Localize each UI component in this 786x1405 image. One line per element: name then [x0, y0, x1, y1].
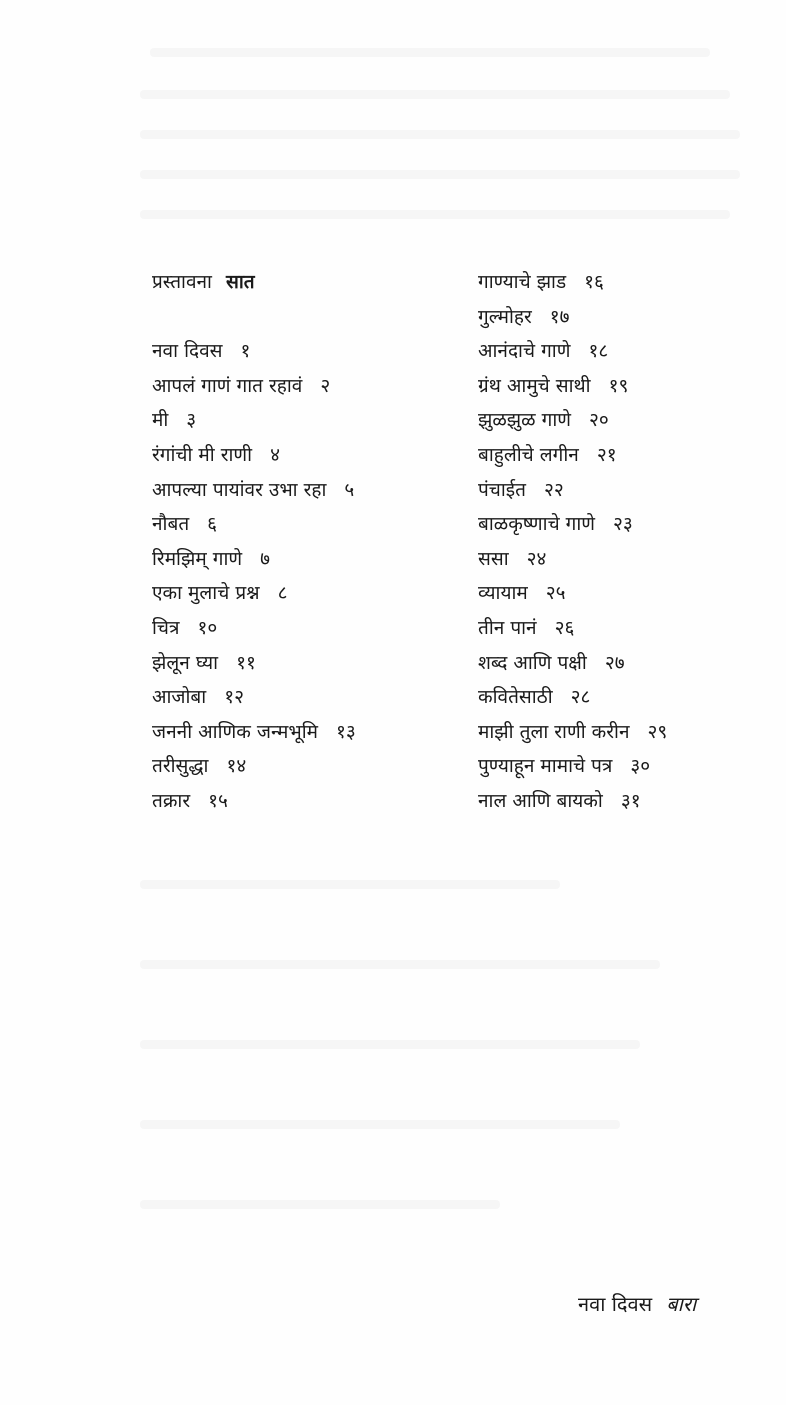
toc-entry-page: १५ [208, 789, 228, 812]
toc-entry[interactable] [152, 611, 452, 646]
toc-entry-title: तक्रार [152, 789, 191, 812]
toc-entry-preface[interactable] [152, 265, 452, 300]
toc-entry-page: ४ [270, 443, 280, 466]
toc-entry[interactable] [478, 784, 768, 819]
toc-entry[interactable] [478, 300, 768, 335]
toc-entry[interactable] [152, 403, 452, 438]
toc-entry-page: २१ [596, 443, 617, 466]
toc-entry[interactable] [152, 749, 452, 784]
toc-spacer [152, 300, 452, 335]
toc-left-column [152, 265, 452, 819]
toc-entry-page: ३१ [620, 789, 641, 812]
bleed-through-line [140, 1200, 500, 1209]
toc-entry-title: ससा [478, 547, 509, 570]
toc-entry-page: ७ [260, 547, 270, 570]
toc-entry[interactable] [478, 749, 768, 784]
toc-entry-page: १० [197, 616, 218, 639]
toc-entry-page: सात [225, 271, 255, 293]
running-title: नवा दिवस [578, 1292, 653, 1316]
toc-entry[interactable] [152, 473, 452, 508]
toc-entry-page: १९ [608, 374, 629, 397]
toc-entry-page: १८ [588, 340, 609, 363]
toc-entry-page: २२ [543, 478, 564, 501]
toc-entry-title: आनंदाचे गाणे [478, 340, 571, 363]
toc-entry-title: आपलं गाणं गात रहावं [152, 374, 303, 397]
page-footer [578, 1290, 696, 1317]
toc-entry-title: तरीसुद्धा [152, 755, 209, 778]
toc-entry[interactable] [478, 715, 768, 750]
toc-entry[interactable] [152, 542, 452, 577]
toc-entry-page: १४ [226, 755, 247, 778]
toc-right-column [478, 265, 768, 819]
toc-entry[interactable] [478, 542, 768, 577]
toc-entry-page: २८ [570, 686, 591, 709]
bleed-through-line [140, 210, 730, 219]
bleed-through-line [140, 90, 730, 99]
toc-entry-title: गुल्मोहर [478, 305, 532, 328]
toc-entry-title: माझी तुला राणी करीन [478, 720, 630, 743]
toc-entry[interactable] [152, 507, 452, 542]
toc-entry[interactable] [152, 334, 452, 369]
toc-entry[interactable] [152, 680, 452, 715]
toc-entry[interactable] [478, 334, 768, 369]
toc-entry-page: १ [240, 340, 251, 363]
toc-entry-title: व्यायाम [478, 582, 528, 605]
toc-entry-title: आपल्या पायांवर उभा रहा [152, 478, 327, 501]
toc-entry-page: १६ [584, 271, 604, 293]
bleed-through-line [140, 960, 660, 969]
toc-entry-page: ८ [277, 582, 288, 605]
toc-entry[interactable] [478, 576, 768, 611]
toc-entry-title: नौबत [152, 513, 190, 536]
toc-entry[interactable] [478, 438, 768, 473]
toc-entry[interactable] [478, 680, 768, 715]
toc-entry-title: तीन पानं [478, 616, 537, 639]
toc-entry[interactable] [478, 507, 768, 542]
bleed-through-line [140, 880, 560, 889]
page-folio: बारा [666, 1292, 697, 1316]
toc-entry-page: २३ [613, 513, 633, 536]
toc-entry-page: ११ [236, 651, 256, 674]
toc-entry-title: झुळझुळ गाणे [478, 409, 572, 432]
toc-entry[interactable] [478, 473, 768, 508]
toc-entry-title: कवितेसाठी [478, 686, 553, 709]
toc-entry-title: शब्द आणि पक्षी [478, 651, 587, 674]
toc-entry[interactable] [152, 784, 452, 819]
toc-entry-title: नाल आणि बायको [478, 789, 603, 812]
toc-entry[interactable] [478, 646, 768, 681]
toc-entry-title: बाळकृष्णाचे गाणे [478, 513, 596, 536]
toc-entry-title: जननी आणिक जन्मभूमि [152, 720, 318, 743]
toc-entry-title: मी [152, 409, 169, 432]
toc-entry-page: २५ [545, 582, 566, 605]
toc-entry-page: १२ [224, 686, 244, 709]
toc-entry-page: ३० [630, 755, 651, 778]
toc-entry[interactable] [152, 369, 452, 404]
toc-entry[interactable] [478, 611, 768, 646]
toc-entry-page: २६ [554, 616, 575, 639]
toc-entry-page: २९ [647, 720, 668, 743]
toc-entry-page: ६ [207, 513, 218, 536]
bleed-through-line [140, 1040, 640, 1049]
toc-entry[interactable] [152, 715, 452, 750]
toc-entry-title: एका मुलाचे प्रश्न [152, 582, 260, 605]
toc-entry-title: चित्र [152, 616, 180, 639]
toc-entry-page: २७ [604, 651, 625, 674]
toc-entry[interactable] [152, 646, 452, 681]
bleed-through-line [150, 48, 710, 57]
toc-entry-title: पंचाईत [478, 478, 526, 501]
toc-entry[interactable] [478, 265, 768, 300]
toc-entry[interactable] [478, 369, 768, 404]
toc-entry[interactable] [478, 403, 768, 438]
bleed-through-line [140, 170, 740, 179]
toc-entry-page: ५ [344, 478, 355, 501]
toc-entry-title: प्रस्तावना [152, 271, 212, 293]
toc-entry-page: २० [589, 409, 609, 432]
toc-entry-title: पुण्याहून मामाचे पत्र [478, 755, 613, 778]
toc-entry-title: रंगांची मी राणी [152, 443, 253, 466]
bleed-through-line [140, 130, 740, 139]
toc-entry-page: १७ [549, 305, 570, 328]
toc-entry-title: ग्रंथ आमुचे साथी [478, 374, 591, 397]
toc-entry-title: गाण्याचे झाड [478, 271, 567, 293]
toc-entry[interactable] [152, 576, 452, 611]
toc-entry-title: आजोबा [152, 686, 207, 709]
toc-entry-title: झेलून घ्या [152, 651, 219, 674]
bleed-through-line [140, 1120, 620, 1129]
toc-entry[interactable] [152, 438, 452, 473]
toc-entry-page: २ [320, 374, 331, 397]
toc-entry-title: रिमझिम् गाणे [152, 547, 243, 570]
toc-entry-title: नवा दिवस [152, 340, 223, 363]
toc-entry-page: २४ [526, 547, 547, 570]
toc-entry-page: १३ [336, 720, 356, 743]
toc-entry-page: ३ [186, 409, 197, 432]
toc-entry-title: बाहुलीचे लगीन [478, 443, 579, 466]
